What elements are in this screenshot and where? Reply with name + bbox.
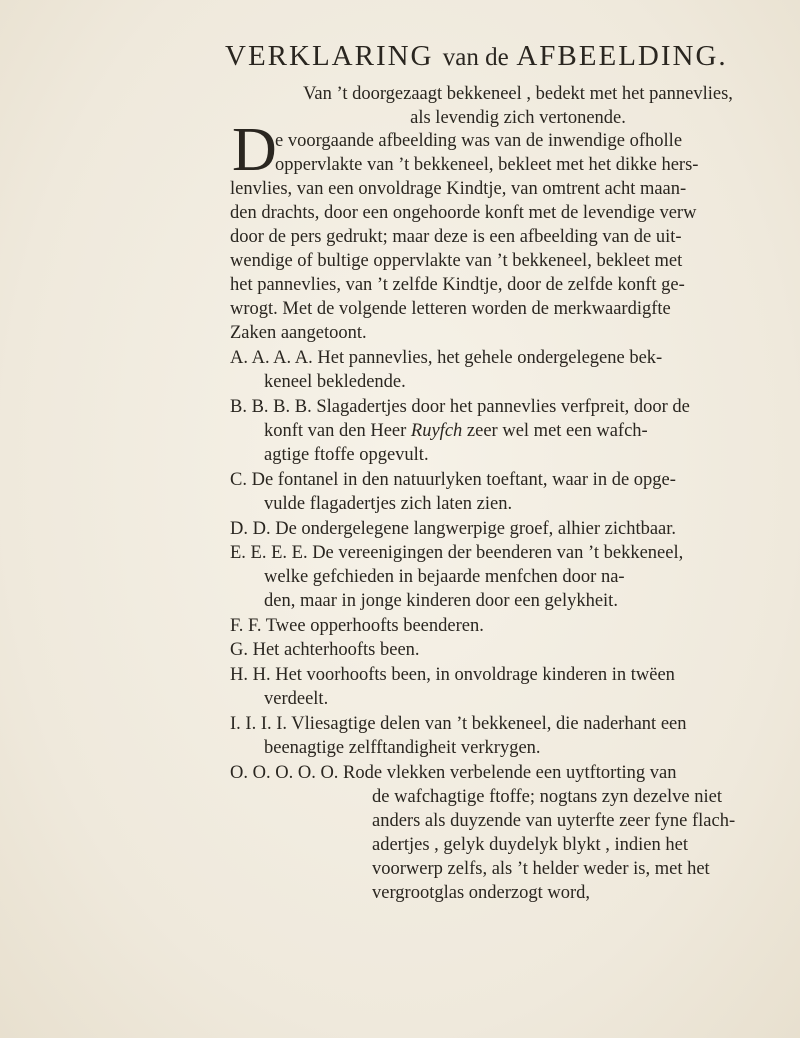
entry-c-cont: vulde flagadertjes zich laten zien. (264, 494, 513, 514)
entry-o-cont: anders als duyzende van uyterfte zeer fyne flach- (372, 811, 736, 831)
entry-e: E. E. E. E. De vereenigingen der beenderen van ’t bekkeneel, (230, 543, 684, 563)
entry-o-cont: vergrootglas onderzogt word, (372, 883, 591, 903)
entry-i-cont: beenagtige zelfftandigheit verkrygen. (264, 738, 541, 758)
entry-b-cont: agtige ftoffe opgevult. (264, 445, 429, 465)
intro-line: wendige of bultige oppervlakte van ’t bekkeneel, bekleet met (230, 251, 683, 271)
entry-b: B. B. B. B. Slagadertjes door het pannevlies verfpreit, door de (230, 397, 690, 417)
subtitle-line-1: Van ’t doorgezaagt bekkeneel , bedekt met het pannevlies, (303, 84, 733, 104)
entry-o: O. O. O. O. O. Rode vlekken verbelende een uytftorting van (230, 763, 677, 783)
entry-d: D. D. De ondergelegene langwerpige groef, alhier zichtbaar. (230, 519, 677, 539)
entry-b-text-1: konft van den Heer (264, 421, 407, 441)
entry-o-cont: voorwerp zelfs, als ’t helder weder is, met het (372, 859, 710, 879)
entry-a: A. A. A. A. Het pannevlies, het gehele ondergelegene bek- (230, 348, 663, 368)
entry-h: H. H. Het voorhoofts been, in onvoldrage kinderen in twëen (230, 665, 675, 685)
entry-o-cont: de wafchagtige ftoffe; nogtans zyn dezelve niet (372, 787, 722, 807)
entry-h-cont: verdeelt. (264, 689, 329, 709)
entry-b-name: Ruyfch (410, 421, 463, 441)
intro-line: door de pers gedrukt; maar deze is een afbeelding van de uit- (230, 227, 682, 247)
drop-cap: D (232, 116, 277, 184)
heading-part-3: AFBEELDING. (516, 40, 728, 72)
intro-line: wrogt. Met de volgende letteren worden de merkwaardigfte (230, 299, 671, 319)
intro-line: lenvlies, van een onvoldrage Kindtje, van omtrent acht maan- (230, 179, 687, 199)
entry-g: G. Het achterhoofts been. (230, 640, 420, 660)
entry-b-text-2: zeer wel met een wafch- (466, 421, 648, 441)
intro-line: den drachts, door een ongehoorde konft met de levendige verw (230, 203, 697, 223)
entry-o-cont: adertjes , gelyk duydelyk blykt , indien het (372, 835, 688, 855)
heading-part-2: van de (442, 44, 509, 71)
entry-e-cont: welke gefchieden in bejaarde menfchen door na- (264, 567, 625, 587)
entry-i: I. I. I. I. Vliesagtige delen van ’t bekkeneel, die naderhant een (230, 714, 687, 734)
entry-c: C. De fontanel in den natuurlyken toeftant, waar in de opge- (230, 470, 676, 490)
entry-e-cont: den, maar in jonge kinderen door een gelykheit. (264, 591, 618, 611)
intro-line: het pannevlies, van ’t zelfde Kindtje, door de zelfde konft ge- (230, 275, 685, 295)
subtitle (248, 82, 788, 130)
intro-line: oppervlakte van ’t bekkeneel, bekleet met het dikke hers- (275, 155, 699, 175)
intro-line: Zaken aangetoont. (230, 323, 367, 343)
heading-part-1: VERKLARING (225, 40, 434, 72)
intro-line: e voorgaande afbeelding was van de inwendige ofholle (275, 131, 683, 151)
entry-a-cont: keneel bekledende. (264, 372, 406, 392)
entry-b-cont (264, 419, 648, 443)
page-heading (225, 40, 785, 73)
entry-f: F. F. Twee opperhoofts beenderen. (230, 616, 484, 636)
subtitle-line-2: als levendig zich vertonende. (410, 108, 626, 128)
